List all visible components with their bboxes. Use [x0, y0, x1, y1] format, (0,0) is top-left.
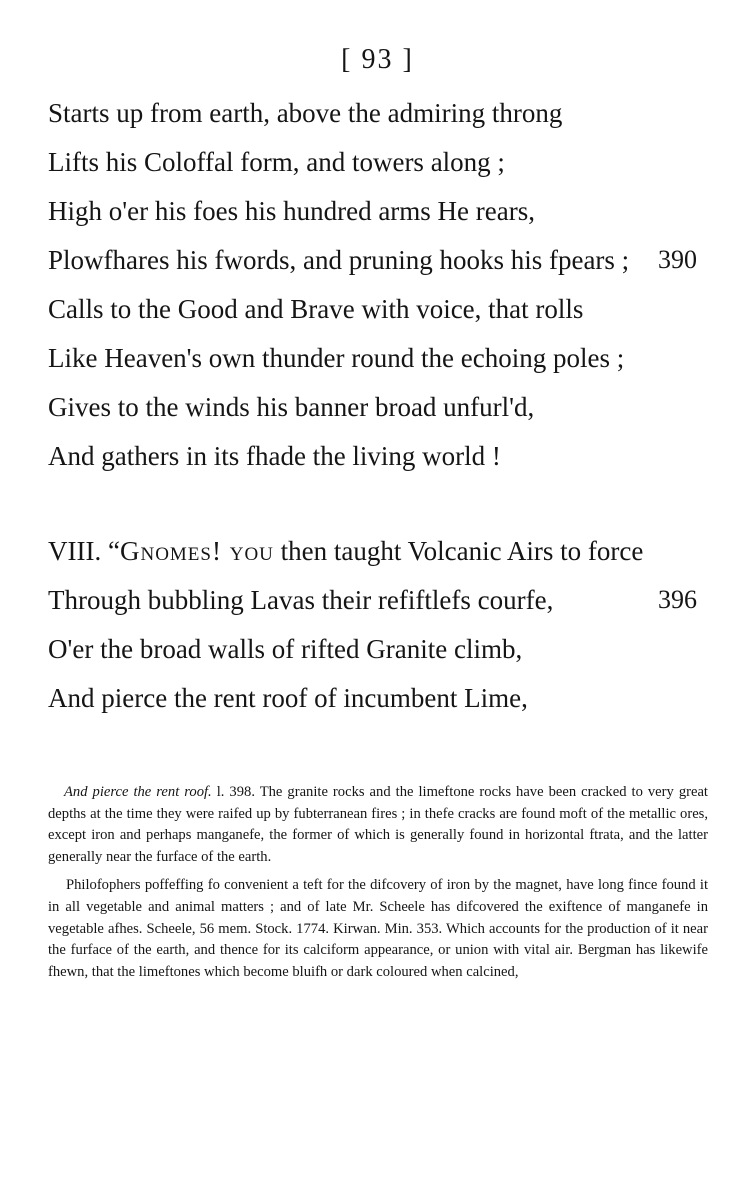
verse-line	[48, 237, 718, 286]
verse-line	[48, 384, 718, 433]
verse-text: And gathers in its fhade the living world !	[48, 441, 501, 471]
verse-text: O'er the broad walls of rifted Granite climb,	[48, 634, 523, 664]
footnote-paragraph	[48, 875, 708, 983]
verse-text: And pierce the rent roof of incumbent Lime,	[48, 683, 528, 713]
verse-line	[48, 286, 718, 335]
verse-text: Like Heaven's own thunder round the echoing poles ;	[48, 343, 625, 373]
footnote	[48, 782, 708, 983]
footnote-text: Philofophers poffeffing fo convenient a teft for the difcovery of iron by the magnet, have long fince found it in all vegetable and animal matters ; and of late Mr. Scheele has difcovered the exiftence of manganefe in vegetable afhes. Scheele, 56 mem. Stock. 1774. Kirwan. Min. 353. Which accounts for the production of it near the furface of the earth, and thence for its calciform appearance, or union with vital air. Bergman has likewife fhewn, that the limeftones which become bluifh or dark coloured when calcined,	[48, 877, 708, 980]
verse-line	[48, 577, 718, 626]
footnote-text: l. 398. The granite rocks and the limeftone rocks have been cracked to very great depths at the time they were raifed up by fubterranean fires ; in thefe cracks are found moft of the metallic ores, except iron and perhaps manganefe, the former of which is generally found in horizontal ftrata, and the latter generally near the furface of the earth.	[48, 784, 708, 865]
verse-text: High o'er his foes his hundred arms He rears,	[48, 196, 535, 226]
verse-line	[48, 626, 718, 675]
verse-line	[48, 90, 718, 139]
line-number: 396	[658, 585, 697, 614]
footnote-reference: And pierce the rent roof.	[64, 784, 212, 800]
verse-line	[48, 528, 718, 577]
verse-small-caps: Gnomes! you	[119, 536, 274, 566]
verse-text: Gives to the winds his banner broad unfurl'd,	[48, 392, 535, 422]
stanza-break	[48, 482, 718, 528]
verse-line	[48, 675, 718, 724]
verse-line	[48, 188, 718, 237]
verse-line	[48, 433, 718, 482]
verse-text: Plowfhares his fwords, and pruning hooks his fpears ;	[48, 245, 630, 275]
line-number: 390	[658, 245, 697, 274]
footnote-paragraph	[48, 782, 708, 868]
verse-text: Starts up from earth, above the admiring throng	[48, 98, 563, 128]
verse-text: Calls to the Good and Brave with voice, that rolls	[48, 294, 584, 324]
stanza	[48, 528, 718, 724]
verse-line	[48, 335, 718, 384]
stanza	[48, 90, 718, 482]
stanza-number: VIII. “	[48, 536, 120, 566]
verse-text: then taught Volcanic Airs to force	[273, 536, 644, 566]
poem-verse	[48, 90, 718, 724]
verse-text: Through bubbling Lavas their refiftlefs courfe,	[48, 585, 554, 615]
verse-line	[48, 139, 718, 188]
verse-text: Lifts his Coloffal form, and towers along ;	[48, 147, 505, 177]
page-number: [ 93 ]	[341, 44, 414, 75]
